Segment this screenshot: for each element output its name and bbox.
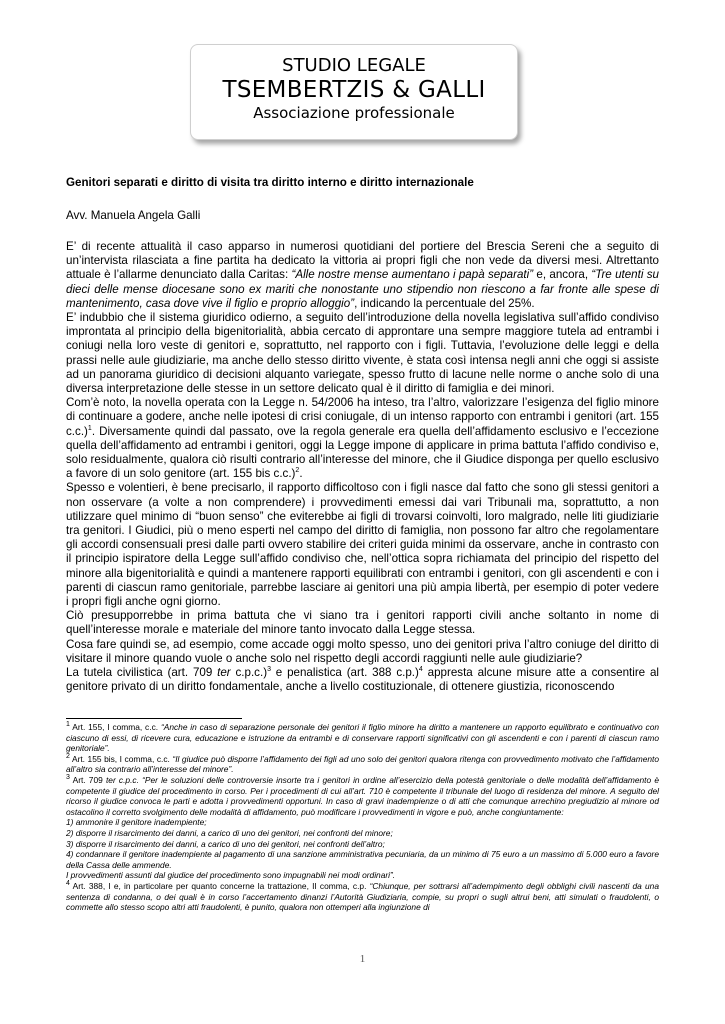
footnote-number: 2: [66, 752, 70, 760]
footnote-3-item-2: [66, 828, 659, 839]
logo-line-firm-name: TSEMBERTZIS & GALLI: [222, 77, 486, 103]
text-run-italic: “Chiunque, per sottrarsi all’adempimento degli obblighi civili nascenti da una sentenza di condanna, o dei quali è in corso l’accertamento dinanzi l’Autorità Giudiziaria, compie, su propri o sugli altrui beni, atti simulati o fraudolenti, o commette allo stesso scopo altri atti fraudolenti, è punito, qualora non ottemperi alla ingiunzione di: [66, 880, 659, 913]
text-run-italic: ter c.p.c. “Per le soluzioni delle controversie insorte tra i genitori in ordine all’esercizio della potestà genitoriale o delle modalità dell’affidamento è competente il giudice del procedimento in corso. Per i procedimenti di cui all’art. 710 è competente il tribunale del luogo di residenza del minore. A seguito del ricorso il giudice convoca le parti e adotta i provvedimenti opportuni. In caso di gravi inadempienze o di atti che comunque arrechino pregiudizio al minore od ostacolino il corretto svolgimento delle modalità di affidamento, può modificare i provvedimenti in vigore e può, anche congiuntamente:: [66, 774, 659, 817]
quote-caritas: “Alle nostre mense aumentano i papà separati”: [291, 268, 534, 282]
footnote-2: [66, 754, 659, 775]
text-run: La tutela civilistica (art. 709: [66, 666, 218, 680]
document-content: [66, 176, 659, 695]
text-run: e penalistica (art. 388 c.p.): [270, 666, 419, 680]
text-run: Art. 155, I comma, c.c.: [69, 722, 161, 732]
footnote-number: 1: [66, 721, 70, 729]
text-run-italic: “Anche in caso di separazione personale dei genitori il figlio minore ha diritto a mantenere un rapporto equilibrato e continuativo con ciascuno di essi, di ricevere cura, educazione e istruzione da entrambi e di conservare rapporti significativi con gli ascendenti e con i parenti di ciascun ramo genitoriale”.: [66, 722, 660, 754]
logo-line-studio-legale: STUDIO LEGALE: [282, 55, 426, 76]
document-body: [66, 240, 659, 695]
document-title: Genitori separati e diritto di visita tra diritto interno e diritto internazionale: [66, 176, 474, 189]
footnote-ref-2[interactable]: 2: [295, 467, 300, 475]
text-run: Art. 388, I e, in particolare per quanto concerne la trattazione, II comma, c.p.: [69, 880, 370, 891]
text-run-italic: 3) disporre il risarcimento dei danni, a carico di uno dei genitori, nei confronti dell’altro;: [66, 838, 385, 849]
author-name: Avv. Manuela Angela Galli: [66, 209, 201, 222]
text-run: Com’è noto, la novella operata con la Legge n. 54/2006 ha inteso, tra l’altro, valorizzare l’esigenza del figlio minore di continuare a godere, anche nelle ipotesi di crisi coniugale, di un intenso rapporto con entrambi i genitori (art. 155 c.c.): [66, 396, 659, 438]
footnote-ref-1[interactable]: 1: [87, 424, 92, 432]
paragraph-1: [66, 240, 659, 311]
studio-logo: [190, 44, 518, 140]
text-run: c.p.c.): [230, 666, 268, 680]
paragraph-3: [66, 396, 659, 481]
logo-line-association: Associazione professionale: [253, 104, 455, 122]
text-run: .: [299, 467, 303, 481]
footnote-3-item-4: [66, 849, 659, 870]
footnote-1: [66, 722, 659, 754]
footnote-separator: [66, 718, 242, 719]
paragraph-5: Ciò presupporrebbe in prima battuta che vi siano tra i genitori rapporti civili anche soltanto in nome di quell’interesse morale e materiale del minore tanto invocato dalla Legge stessa.: [66, 609, 659, 637]
footnote-ref-3[interactable]: 3: [267, 666, 271, 674]
footnote-3-item-3: [66, 839, 659, 850]
footnote-3: [66, 775, 659, 817]
footnote-number: 3: [66, 774, 70, 782]
footnote-number: 4: [66, 880, 70, 888]
text-run-italic: ter: [217, 666, 231, 680]
text-run-italic: 4) condannare il genitore inadempiente al pagamento di una sanzione amministrativa pecuniaria, da un minimo di 75 euro a un massimo di 5.000 euro a favore della Cassa delle ammende.: [66, 849, 659, 870]
text-run-italic: “Il giudice può disporre l’affidamento dei figli ad uno solo dei genitori qualora ritenga con provvedimento motivato che l’affidamento all’altro sia contrario all’interesse del minore”.: [66, 753, 660, 775]
text-run-italic: 2) disporre il risarcimento dei danni, a carico di uno dei genitori, nei confronti del minore;: [66, 827, 393, 838]
footnote-4: [66, 881, 659, 913]
paragraph-2: E’ indubbio che il sistema giuridico odierno, a seguito dell’introduzione della novella legislativa sull’affido condiviso improntata al principio della bigenitorialità, abbia cercato di approntare una sempre maggiore tutela ad entrambi i coniugi nella loro veste di genitori e, soprattutto, nel rapporto con i figli. Tuttavia, l’evoluzione delle leggi e della prassi nelle aule giudiziarie, ma anche dello stesso diritto vivente, è stata così intensa negli anni che oggi si assiste ad un panorama giuridico di decisioni alquanto variegate, spesso frutto di lacune nelle norme o anche solo di una diversa interpretazione delle stesse in un settore delicato qual è il diritto di famiglia e dei minori.: [66, 311, 659, 396]
text-run: e, ancora,: [533, 268, 592, 282]
quote-mense: “Tre utenti su dieci delle mense diocesane sono ex mariti che nonostante uno stipendio non riescono a far fronte alle spese di mantenimento, casa dove vive il figlio e proprio alloggio”: [66, 268, 659, 310]
footnote-3-item-1: [66, 817, 659, 828]
paragraph-6: Cosa fare quindi se, ad esempio, come accade oggi molto spesso, uno dei genitori priva l’altro coniuge del diritto di visitare il minore quando vuole o anche solo nel rispetto degli accordi raggiunti nelle aule giudiziarie?: [66, 637, 659, 665]
text-run: Art. 155 bis, I comma, c.c.: [69, 753, 173, 764]
paragraph-7: [66, 666, 659, 694]
footnote-3-item-5: [66, 870, 659, 881]
text-run: E’ di recente attualità il caso apparso in numerosi quotidiani del portiere del Brescia Sereni che a seguito di un’intervista rilasciata a fine partita ha dedicato la vittoria ai propri figli che non vede da diversi mesi. Altrettanto attuale è l’allarme denunciato dalla Caritas:: [66, 240, 659, 282]
footnote-ref-4[interactable]: 4: [418, 666, 423, 674]
page-number: 1: [359, 953, 366, 965]
text-run: . Diversamente quindi dal passato, ove la regola generale era quella dell’affidamento esclusivo e l’eccezione quella dell’affidamento ad entrambi i genitori, oggi la Legge impone di applicare in prima battuta l’affido condiviso e, solo residualmente, qualora ciò risulti contrario all’interesse del minore, che il Giudice disponga per quello esclusivo a favore di un solo genitore (art. 155 bis c.c.): [66, 424, 659, 481]
text-run: Art. 709: [69, 774, 106, 785]
text-run: , indicando la percentuale del 25%.: [354, 296, 535, 310]
footnotes: [66, 722, 659, 913]
paragraph-4: Spesso e volentieri, è bene precisarlo, il rapporto difficoltoso con i figli nasce dal fatto che sono gli stessi genitori a non osservare (a volte a non comprendere) i provvedimenti emessi dai vari Tribunali ma, soprattutto, a non utilizzare quel minimo di “buon senso” che eviterebbe ai figli di trovarsi coinvolti, loro malgrado, nelle liti giudiziarie tra genitori. I Giudici, più o meno esperti nel campo del diritto di famiglia, non possono far altro che regolamentare gli accordi consensuali presi dalle parti ovvero stabilire dei criteri guida minimi da osservare, anche in contrasto con il principio ispiratore della Legge sull’affido condiviso che, nell’ottica sopra richiamata del principio del rispetto del minore alla bigenitorialità e quindi a mantenere rapporti equilibrati con entrambi i genitori, con gli ascendenti e con i parenti di ciascun ramo genitoriale, parrebbe lasciare ai genitori una più ampia libertà, per esempio di poter vedere i propri figli anche ogni giorno.: [66, 481, 659, 609]
text-run-italic: 1) ammonire il genitore inadempiente;: [66, 817, 207, 828]
text-run-italic: I provvedimenti assunti dal giudice del procedimento sono impugnabili nei modi ordinari”.: [66, 870, 396, 881]
text-run: appresta alcune misure atte a consentire al genitore privato di un diritto fondamentale, anche a livello costituzionale, di ottenere giustizia, riconoscendo: [66, 666, 659, 694]
